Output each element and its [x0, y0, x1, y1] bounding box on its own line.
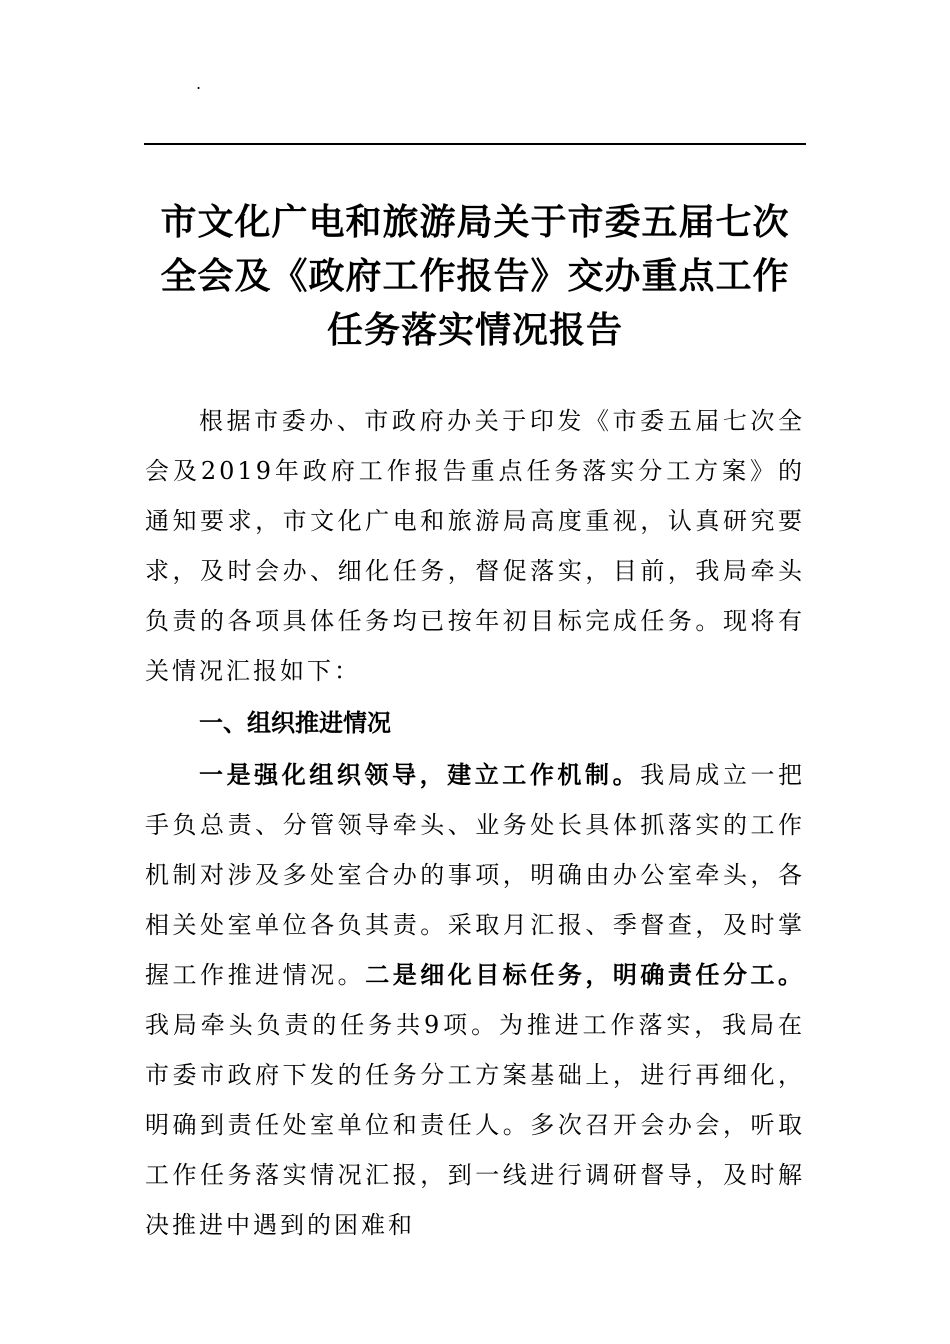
paragraph-text-1: 我局成立一把手负总责、分管领导牵头、业务处长具体抓落实的工作机制对涉及多处室合办的事项，明确由办公室牵头，各相关处室单位各负其责。采取月汇报、季督查，及时掌握工作推进情况。 — [145, 761, 806, 989]
header-rule — [144, 143, 806, 145]
document-body — [145, 396, 805, 1250]
paragraph-text-2: 我局牵头负责的任务共9项。为推进工作落实，我局在市委市政府下发的任务分工方案基础上，进行再细化，明确到责任处室单位和责任人。多次召开会办会，听取工作任务落实情况汇报，到一线进行调研督导，及时解决推进中遇到的困难和 — [145, 1011, 805, 1239]
section-heading-organization: 一、组织推进情况 — [199, 709, 391, 737]
intro-paragraph: 根据市委办、市政府办关于印发《市委五届七次全会及2019年政府工作报告重点任务落实分工方案》的通知要求，市文化广电和旅游局高度重视，认真研究要求，及时会办、细化任务，督促落实，目前，我局牵头负责的各项具体任务均已按年初目标完成任务。现将有关情况汇报如下： — [145, 407, 805, 685]
lead-phrase-1: 一是强化组织领导，建立工作机制。 — [199, 760, 641, 789]
header-mark: . — [196, 74, 202, 93]
document-title: 市文化广电和旅游局关于市委五届七次全会及《政府工作报告》交办重点工作任务落实情况报告 — [160, 202, 790, 351]
section-paragraph — [145, 750, 805, 1250]
lead-phrase-2: 二是细化目标任务，明确责任分工。 — [365, 960, 806, 989]
